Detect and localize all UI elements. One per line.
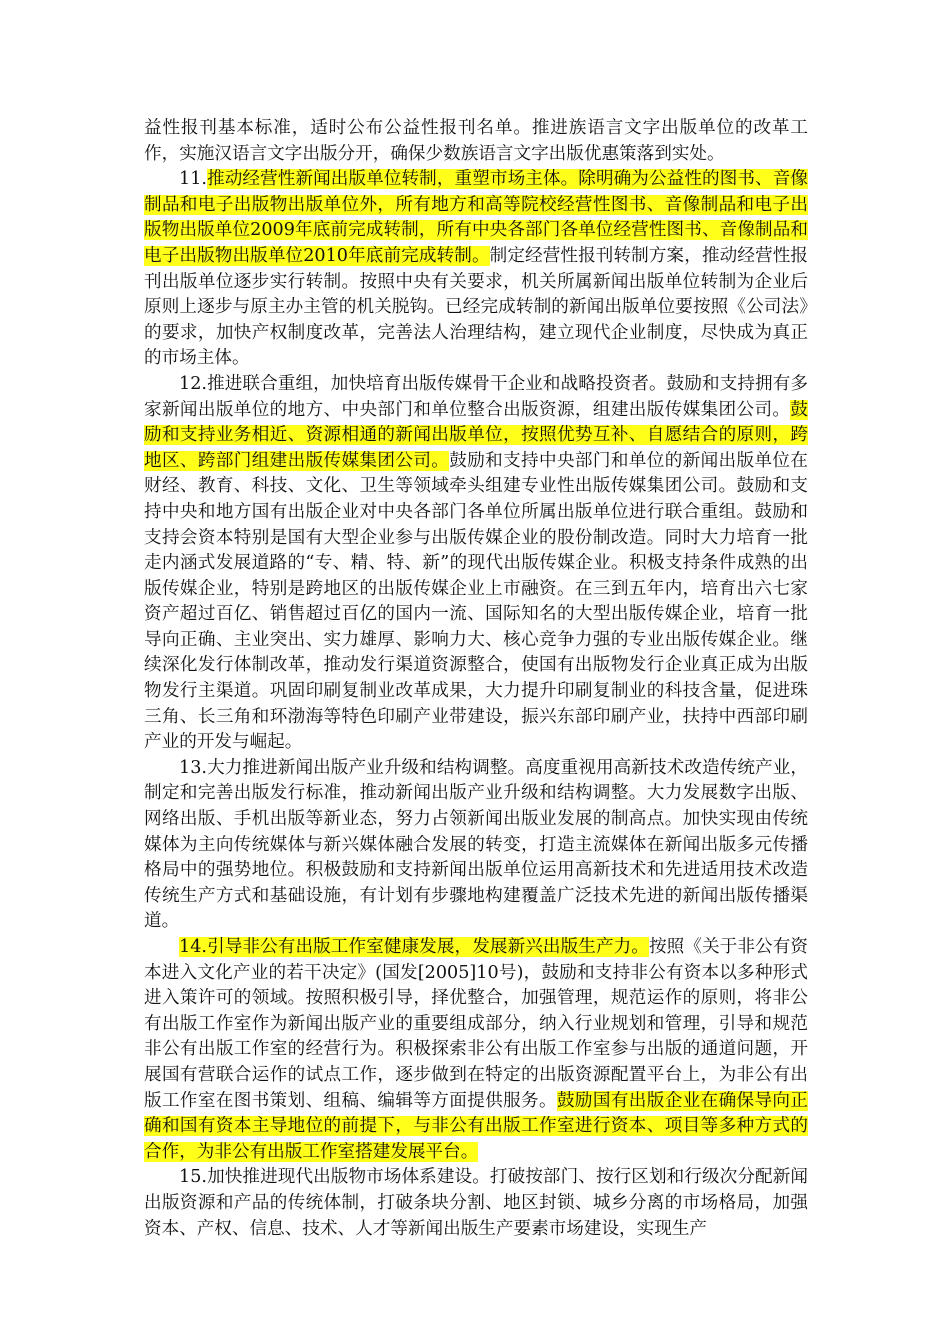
text-segment: 12.推进联合重组，加快培育出版传媒骨干企业和战略投资者。鼓励和支持拥有多家新闻出版单位的地方、中央部门和单位整合出版资源，组建出版传媒集团公司。 [144, 373, 808, 420]
paragraph-12 [144, 372, 808, 756]
text-segment: 制定经营性报刊转制方案，推动经营性报刊出版单位逐步实行转制。按照中央有关要求，机关所属新闻出版单位转制为企业后原则上逐步与原主办主管的机关脱钩。已经完成转制的新闻出版单位要按照《公司法》的要求，加快产权制度改革，完善法人治理结构，建立现代企业制度，尽快成为真正的市场主体。 [144, 245, 808, 369]
text-segment: 益性报刊基本标准，适时公布公益性报刊名单。推进族语言文字出版单位的改革工作，实施汉语言文字出版分开，确保少数族语言文字出版优惠策落到实处。 [144, 118, 808, 164]
highlighted-text: 鼓励和支持业务相近、资源相通的新闻出版单位，按照优势互补、自愿结合的原则，跨地区、跨部门组建出版传媒集团公司。 [144, 399, 808, 471]
highlighted-text: 推动经营性新闻出版单位转制，重塑市场主体。除明确为公益性的图书、音像制品和电子出版物出版单位外，所有地方和高等院校经营性图书、音像制品和电子出版物出版单位2009年底前完成转制，所有中央各部门各单位经营性图书、音像制品和电子出版物出版单位2010年底前完成转制。 [144, 169, 808, 266]
paragraph-13 [144, 756, 808, 935]
paragraph-14 [144, 935, 808, 1165]
text-segment: 13.大力推进新闻出版产业升级和结构调整。高度重视用高新技术改造传统产业，制定和完善出版发行标准，推动新闻出版产业升级和结构调整。大力发展数字出版、网络出版、手机出版等新业态，努力占领新闻出版业发展的制高点。加快实现由传统媒体为主向传统媒体与新兴媒体融合发展的转变，打造主流媒体在新闻出版多元传播格局中的强势地位。积极鼓励和支持新闻出版单位运用高新技术和先进适用技术改造传统生产方式和基础设施，有计划有步骤地构建覆盖广泛技术先进的新闻出版传播渠道。 [144, 757, 808, 932]
text-segment: 按照《关于非公有资本进入文化产业的若干决定》(国发[2005]10号)，鼓励和支持非公有资本以多种形式进入策许可的领域。按照积极引导，择优整合，加强管理，规范运作的原则，将非公有出版工作室作为新闻出版产业的重要组成部分，纳入行业规划和管理，引导和规范非公有出版工作室的经营行为。积极探索非公有出版工作室参与出版的通道问题，开展国有营联合运作的试点工作，逐步做到在特定的出版资源配置平台上，为非公有出版工作室在图书策划、组稿、编辑等方面提供服务。 [144, 937, 808, 1111]
text-segment: 15.加快推进现代出版物市场体系建设。打破按部门、按行区划和行级次分配新闻出版资源和产品的传统体制，打破条块分割、地区封锁、城乡分离的市场格局，加强资本、产权、信息、技术、人才等新闻出版生产要素市场建设，实现生产 [144, 1167, 808, 1239]
text-segment: 鼓励和支持中央部门和单位的新闻出版单位在财经、教育、科技、文化、卫生等领域牵头组建专业性出版传媒集团公司。鼓励和支持中央和地方国有出版企业对中央各部门各单位所属出版单位进行联合重组。鼓励和支持会资本特别是国有大型企业参与出版传媒企业的股份制改造。同时大力培育一批走内涵式发展道路的“专、精、特、新”的现代出版传媒企业。积极支持条件成熟的出版传媒企业，特别是跨地区的出版传媒企业上市融资。在三到五年内，培育出六七家资产超过百亿、销售超过百亿的国内一流、国际知名的大型出版传媒企业，培育一批导向正确、主业突出、实力雄厚、影响力大、核心竞争力强的专业出版传媒企业。继续深化发行体制改革，推动发行渠道资源整合，使国有出版物发行企业真正成为出版物发行主渠道。巩固印刷复制业改革成果，大力提升印刷复制业的科技含量，促进珠三角、长三角和环渤海等特色印刷产业带建设，振兴东部印刷产业，扶持中西部印刷产业的开发与崛起。 [144, 450, 808, 753]
highlighted-text: 14.引导非公有出版工作室健康发展，发展新兴出版生产力。 [179, 937, 649, 957]
paragraph-15 [144, 1165, 808, 1242]
document-page [144, 116, 808, 1242]
highlighted-text: 鼓励国有出版企业在确保导向正确和国有资本主导地位的前提下，与非公有出版工作室进行资本、项目等多种方式的合作，为非公有出版工作室搭建发展平台。 [144, 1090, 808, 1162]
text-segment: 11. [179, 169, 207, 190]
paragraph-0 [144, 116, 808, 167]
paragraph-11 [144, 167, 808, 372]
